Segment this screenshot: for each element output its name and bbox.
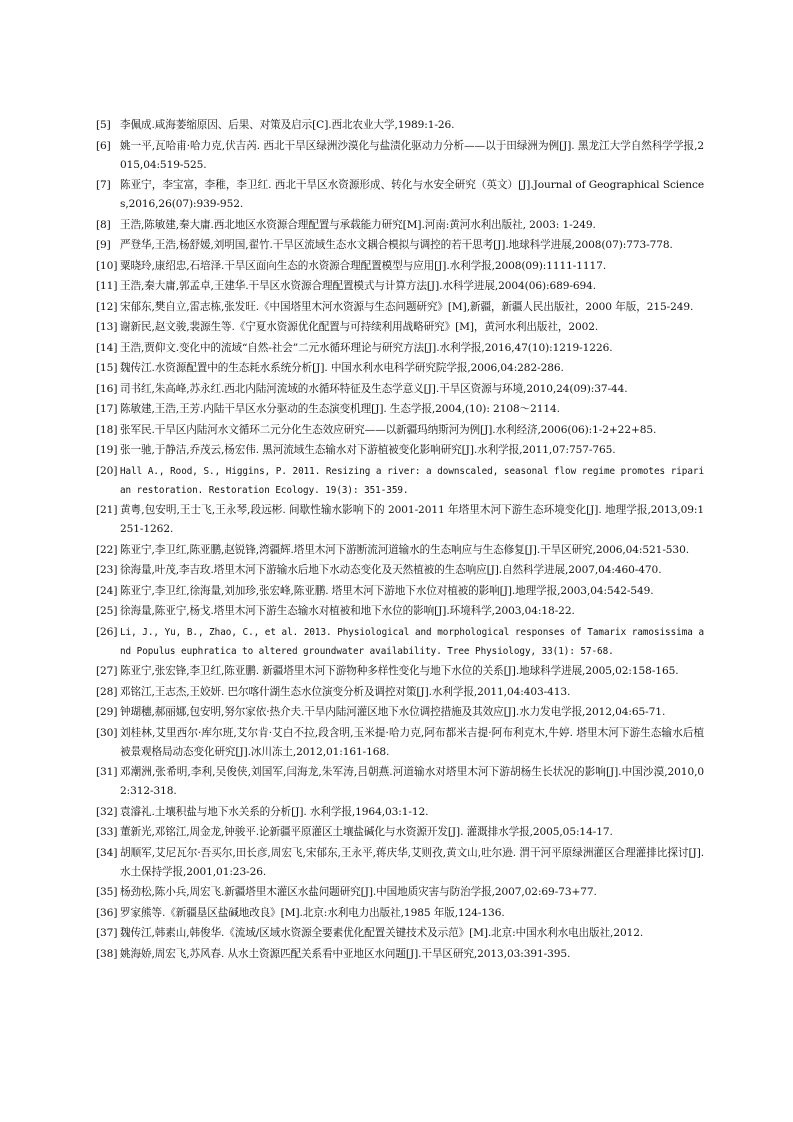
reference-number: [10]	[96, 259, 118, 272]
reference-number: [32]	[96, 805, 118, 818]
reference-text: 徐海量,叶茂,李吉玫.塔里木河下游输水后地下水动态变化及天然植被的生态响应[J].自然科学进展,2007,04:460-470.	[120, 564, 662, 576]
reference-text: 张军民.干旱区内陆河水文循环二元分化生态效应研究——以新疆玛纳斯河为例[J].水利经济,2006(06):1-2+22+85.	[120, 423, 657, 436]
reference-text: 钟瑚穗,郝丽娜,包安明,努尔家依·热介夫.干旱内陆河灌区地下水位调控措施及其效应[J].水力发电学报,2012,04:65-71.	[120, 706, 666, 718]
reference-item	[96, 823, 704, 842]
reference-number: [5]	[96, 119, 111, 131]
reference-text: 姚一平,瓦哈甫·哈力克,伏吉芮. 西北干旱区绿洲沙漠化与盐渍化驱动力分析——以于田绿洲为例[J]. 黑龙江大学自然科学学报,2015,04:519-525.	[120, 139, 704, 171]
reference-number: [19]	[96, 444, 118, 456]
reference-text: 宋郁东,樊自立,雷志栋,张发旺.《中国塔里木河水资源与生态问题研究》[M],新疆，新疆人民出版社，2000 年版，215-249.	[120, 300, 694, 313]
reference-list	[96, 116, 704, 964]
reference-item	[96, 541, 704, 560]
reference-item	[96, 176, 704, 214]
reference-number: [14]	[96, 341, 118, 354]
reference-text: 姚海娇,周宏飞,苏风春. 从水土资源匹配关系看中亚地区水问题[J].干旱区研究,2013,03:391-395.	[120, 947, 571, 960]
reference-text: 黄粤,包安明,王士飞,王永琴,段远彬. 间歇性输水影响下的 2001-2011 年塔里木河下游生态环境变化[J]. 地理学报,2013,09:1251-1262.	[120, 504, 704, 535]
reference-text: 陈亚宁,张宏锋,李卫红,陈亚鹏. 新疆塔里木河下游物种多样性变化与地下水位的关系[J].地球科学进展,2005,02:158-165.	[120, 665, 679, 677]
reference-number: [16]	[96, 382, 118, 395]
reference-number: [34]	[96, 846, 118, 859]
reference-item	[96, 236, 704, 255]
reference-number: [18]	[96, 423, 118, 436]
reference-number: [26]	[96, 625, 118, 638]
reference-item	[96, 137, 704, 175]
reference-number: [28]	[96, 685, 118, 698]
reference-item	[96, 400, 704, 419]
reference-item	[96, 339, 704, 358]
reference-number: [15]	[96, 362, 118, 374]
reference-item	[96, 883, 704, 902]
reference-number: [17]	[96, 403, 118, 415]
reference-item	[96, 623, 704, 661]
reference-text: 魏传江.水资源配置中的生态耗水系统分析[J]. 中国水利水电科学研究院学报,2006,04:282-286.	[120, 362, 564, 374]
reference-number: [9]	[96, 239, 111, 251]
reference-number: [12]	[96, 300, 118, 313]
reference-number: [22]	[96, 543, 118, 556]
reference-item	[96, 763, 704, 801]
reference-text: 胡顺军,艾尼瓦尔·吾买尔,田长彦,周宏飞,宋郁东,王永平,蒋庆华,艾则孜,黄文山,吐尔逊. 渭干河平原绿洲灌区合理灌排比探讨[J].水土保持学报,2001,01:23-26.	[120, 846, 704, 878]
reference-item	[96, 703, 704, 722]
reference-item	[96, 924, 704, 943]
reference-text: 陈敏建,王浩,王芳.内陆干旱区水分驱动的生态演变机理[J]. 生态学报,2004,(10): 2108～2114.	[120, 403, 560, 415]
reference-item	[96, 441, 704, 460]
reference-item	[96, 277, 704, 296]
reference-text: 王浩,陈敏建,秦大庸.西北地区水资源合理配置与承载能力研究[M].河南:黄河水利出版社, 2003: 1-249.	[120, 218, 596, 231]
reference-number: [30]	[96, 726, 118, 739]
reference-item	[96, 561, 704, 580]
reference-text: 袁濬礼.土壤积盐与地下水关系的分析[J]. 水利学报,1964,03:1-12.	[120, 805, 429, 818]
reference-item	[96, 844, 704, 882]
reference-text: 陈亚宁，李宝富，李稚，李卫红. 西北干旱区水资源形成、转化与水安全研究（英文）[J].Journal of Geographical Sciences,2016,26(07):939-952.	[120, 179, 704, 210]
reference-text: 张一驰,于静洁,乔茂云,杨宏伟. 黑河流域生态输水对下游植被变化影响研究[J].水利学报,2011,07:757-765.	[120, 444, 616, 456]
reference-text: 粟晓玲,康绍忠,石培泽.干旱区面向生态的水资源合理配置模型与应用[J].水利学报,2008(09):1111-1117.	[120, 259, 607, 272]
reference-text: 邓潮洲,张希明,李利,吴俊侠,刘国军,闫海龙,朱军涛,吕朝燕.河道输水对塔里木河下游胡杨生长状况的影响[J].中国沙漠,2010,02:312-318.	[120, 766, 704, 797]
reference-text: 陈亚宁,李卫红,徐海量,刘加珍,张宏峰,陈亚鹏. 塔里木河下游地下水位对植被的影响[J].地理学报,2003,04:542-549.	[120, 584, 654, 597]
reference-number: [23]	[96, 564, 118, 576]
reference-text: 刘桂林,艾里西尔·库尔班,艾尔肯·艾白不拉,段含明,玉米提·哈力克,阿布都米吉提·阿布利克木,牛婷. 塔里木河下游生态输水后植被景观格局动态变化研究[J].冰川冻土,2012,01:161-168.	[120, 726, 704, 758]
reference-text: 陈亚宁,李卫红,陈亚鹏,赵锐锋,湾疆辉.塔里木河下游断流河道输水的生态响应与生态修复[J].干旱区研究,2006,04:521-530.	[120, 543, 689, 556]
reference-number: [36]	[96, 906, 118, 919]
reference-number: [6]	[96, 139, 111, 152]
reference-item	[96, 298, 704, 317]
reference-text: 魏传江,韩素山,韩俊华.《流域/区域水资源全要素优化配置关键技术及示范》[M].北京:中国水利水电出版社,2012.	[120, 927, 644, 939]
reference-item	[96, 724, 704, 762]
reference-number: [31]	[96, 766, 118, 778]
reference-number: [24]	[96, 584, 118, 597]
reference-text: 杨劲松,陈小兵,周宏飞.新疆塔里木灌区水盐问题研究[J].中国地质灾害与防治学报,2007,02:69-73+77.	[120, 886, 597, 898]
reference-item	[96, 683, 704, 702]
reference-text: 谢新民,赵文骏,裴源生等.《宁夏水资源优化配置与可持续利用战略研究》[M]，黄河水利出版社，2002.	[120, 321, 599, 333]
reference-text: 董新光,邓铭江,周金龙,钟骏平.论新疆平原灌区土壤盐碱化与水资源开发[J]. 灌溉排水学报,2005,05:14-17.	[120, 826, 613, 838]
reference-item	[96, 501, 704, 539]
reference-number: [21]	[96, 504, 118, 516]
reference-number: [8]	[96, 218, 111, 231]
reference-item	[96, 662, 704, 681]
reference-text: 王浩,贾仰文.变化中的流域“自然-社会”二元水循环理论与研究方法[J].水利学报,2016,47(10):1219-1226.	[120, 341, 613, 354]
reference-number: [37]	[96, 927, 118, 939]
reference-text: Hall A., Rood, S., Higgins, P. 2011. Resizing a river: a downscaled, seasonal flow regime promotes riparian restoration. Restoration Ecology. 19(3): 351-359.	[120, 465, 704, 496]
reference-text: Li, J., Yu, B., Zhao, C., et al. 2013. Physiological and morphological responses of Tamarix ramosissima and Populus euphratica to altered groundwater availability. Tree Physiology, 33(1): 57-68.	[120, 626, 704, 657]
reference-item	[96, 945, 704, 964]
reference-number: [20]	[96, 464, 118, 477]
reference-number: [11]	[96, 280, 118, 292]
reference-number: [13]	[96, 321, 118, 333]
reference-number: [35]	[96, 886, 118, 898]
reference-text: 王浩,秦大庸,郭孟卓,王建华.干旱区水资源合理配置模式与计算方法[J].水科学进展,2004(06):689-694.	[120, 280, 597, 292]
reference-text: 罗家熊等.《新疆垦区盐碱地改良》[M].北京:水利电力出版社,1985 年版,124-136.	[120, 906, 505, 919]
reference-item	[96, 803, 704, 822]
reference-item	[96, 216, 704, 235]
reference-number: [25]	[96, 605, 118, 617]
reference-text: 严登华,王浩,杨舒媛,刘明国,翟竹.干旱区流域生态水文耦合模拟与调控的若干思考[J].地球科学进展,2008(07):773-778.	[120, 239, 673, 251]
reference-item	[96, 602, 704, 621]
reference-number: [29]	[96, 706, 118, 718]
reference-text: 徐海量,陈亚宁,杨戈.塔里木河下游生态输水对植被和地下水位的影响[J].环境科学,2003,04:18-22.	[120, 605, 575, 617]
reference-item	[96, 257, 704, 276]
reference-item	[96, 582, 704, 601]
reference-item	[96, 318, 704, 337]
reference-item	[96, 462, 704, 500]
reference-text: 李佩成.咸海萎缩原因、后果、对策及启示[C].西北农业大学,1989:1-26.	[120, 119, 455, 131]
reference-number: [7]	[96, 179, 111, 191]
reference-number: [33]	[96, 826, 118, 838]
reference-text: 邓铭江,王志杰,王姣妍. 巴尔喀什湖生态水位演变分析及调控对策[J].水利学报,2011,04:403-413.	[120, 685, 571, 698]
reference-item	[96, 904, 704, 923]
reference-item	[96, 380, 704, 399]
reference-item	[96, 116, 704, 135]
reference-number: [38]	[96, 947, 118, 960]
reference-item	[96, 421, 704, 440]
reference-item	[96, 359, 704, 378]
reference-number: [27]	[96, 665, 118, 677]
reference-text: 司书红,朱高峰,苏永红.西北内陆河流域的水循环特征及生态学意义[J].干旱区资源与环境,2010,24(09):37-44.	[120, 382, 628, 395]
